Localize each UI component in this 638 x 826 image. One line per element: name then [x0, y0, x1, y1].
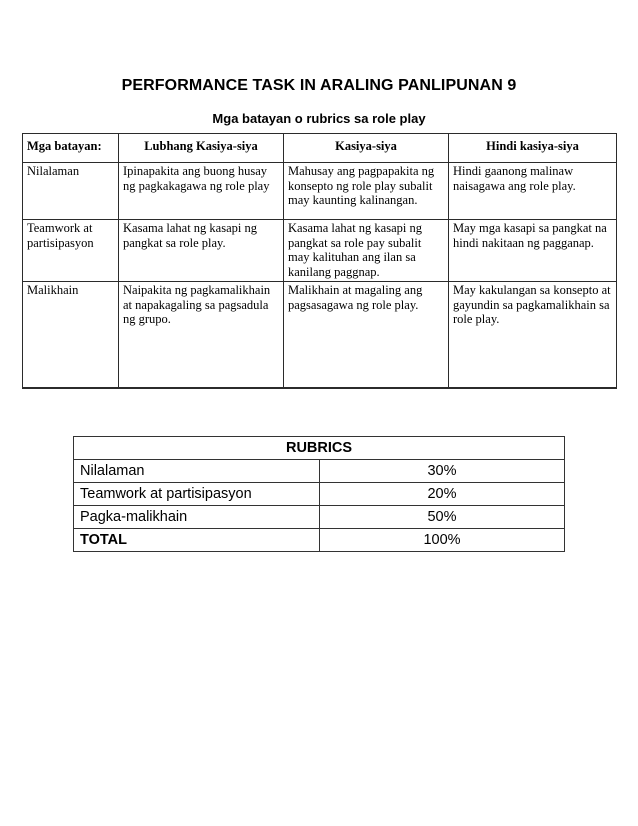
satisfactory-cell: Kasama lahat ng kasapi ng pangkat sa role pay subalit may kalituhan ang ilan sa kanilang paggnap. [284, 220, 449, 282]
rubric-label: Teamwork at partisipasyon [74, 483, 320, 506]
table-row [23, 220, 617, 282]
rubric-row [74, 483, 565, 506]
unsatisfactory-cell: May mga kasapi sa pangkat na hindi nakitaan ng pagganap. [449, 220, 617, 282]
unsatisfactory-cell: Hindi gaanong malinaw naisagawa ang role play. [449, 163, 617, 220]
criteria-table [22, 133, 617, 389]
excellent-cell: Naipakita ng pagkamalikhain at napakagaling sa pagsadula ng grupo. [119, 282, 284, 389]
rubric-row [74, 460, 565, 483]
rubric-value: 50% [320, 506, 565, 529]
rubric-label: Nilalaman [74, 460, 320, 483]
rubrics-title: RUBRICS [74, 437, 565, 460]
rubric-total-value: 100% [320, 529, 565, 552]
table-row [23, 282, 617, 389]
rubrics-table [73, 436, 565, 552]
criteria-cell: Nilalaman [23, 163, 119, 220]
header-unsatisfactory: Hindi kasiya-siya [449, 134, 617, 163]
unsatisfactory-cell: May kakulangan sa konsepto at gayundin sa pagkamalikhain sa role play. [449, 282, 617, 389]
excellent-cell: Ipinapakita ang buong husay ng pagkakagawa ng role play [119, 163, 284, 220]
rubric-value: 20% [320, 483, 565, 506]
criteria-header-row [23, 134, 617, 163]
satisfactory-cell: Mahusay ang pagpapakita ng konsepto ng role play subalit may kaunting kalinangan. [284, 163, 449, 220]
criteria-cell: Malikhain [23, 282, 119, 389]
criteria-cell: Teamwork at partisipasyon [23, 220, 119, 282]
page-subtitle: Mga batayan o rubrics sa role play [212, 111, 426, 126]
rubric-value: 30% [320, 460, 565, 483]
rubric-label: Pagka-malikhain [74, 506, 320, 529]
header-criteria: Mga batayan: [23, 134, 119, 163]
excellent-cell: Kasama lahat ng kasapi ng pangkat sa role play. [119, 220, 284, 282]
page-title: PERFORMANCE TASK IN ARALING PANLIPUNAN 9 [121, 77, 517, 94]
header-satisfactory: Kasiya-siya [284, 134, 449, 163]
rubric-row [74, 506, 565, 529]
header-excellent: Lubhang Kasiya-siya [119, 134, 284, 163]
table-row [23, 163, 617, 220]
rubric-total-row [74, 529, 565, 552]
satisfactory-cell: Malikhain at magaling ang pagsasagawa ng role play. [284, 282, 449, 389]
rubric-total-label: TOTAL [74, 529, 320, 552]
